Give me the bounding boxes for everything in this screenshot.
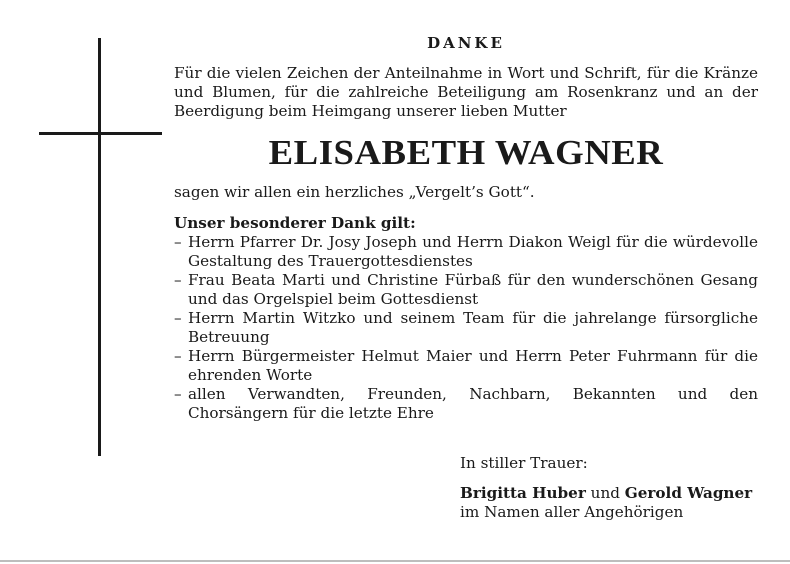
signature-block bbox=[460, 454, 770, 522]
mourner-name-2: Gerold Wagner bbox=[624, 484, 753, 502]
intro-paragraph: Für die vielen Zeichen der Anteilnahme in Wort und Schrift, für die Kränze und Blumen, für die zahlreiche Beteiligung am Rosenkranz und an der Beerdigung beim Heimgang unserer lieben Mutter bbox=[174, 64, 758, 120]
mourning-line: In stiller Trauer: bbox=[460, 454, 588, 472]
closing-line: im Namen aller Angehörigen bbox=[460, 503, 684, 521]
mourners-line bbox=[460, 484, 770, 503]
list-item: – Herrn Martin Witzko und seinem Team für die jahrelange fürsorgliche Betreuung bbox=[174, 309, 758, 346]
mourner-name-1: Brigitta Huber bbox=[460, 484, 586, 502]
list-item: – Herrn Bürgermeister Helmut Maier und Herrn Peter Fuhrmann für die ehrenden Worte bbox=[174, 347, 758, 384]
special-thanks-title: Unser besonderer Dank gilt: bbox=[174, 214, 416, 232]
list-item: – Frau Beata Marti und Christine Fürbaß für den wunderschönen Gesang und das Orgelspiel beim Gottesdienst bbox=[174, 271, 758, 308]
mourners-conjunction: und bbox=[590, 484, 620, 502]
list-item: – Herrn Pfarrer Dr. Josy Joseph und Herrn Diakon Weigl für die würdevolle Gestaltung des Trauergottesdienstes bbox=[174, 233, 758, 270]
notice-heading: DANKE bbox=[427, 34, 505, 52]
thanks-line: sagen wir allen ein herzliches „Vergelt’s Gott“. bbox=[174, 183, 535, 201]
list-item: – allen Verwandten, Freunden, Nachbarn, Bekannten und den Chorsängern für die letzte Ehre bbox=[174, 385, 758, 422]
special-thanks-list bbox=[174, 233, 758, 423]
cross-vertical-bar bbox=[98, 38, 101, 456]
cross-horizontal-bar bbox=[39, 132, 162, 135]
notice-body bbox=[174, 34, 758, 423]
deceased-name: ELISABETH WAGNER bbox=[268, 133, 664, 172]
